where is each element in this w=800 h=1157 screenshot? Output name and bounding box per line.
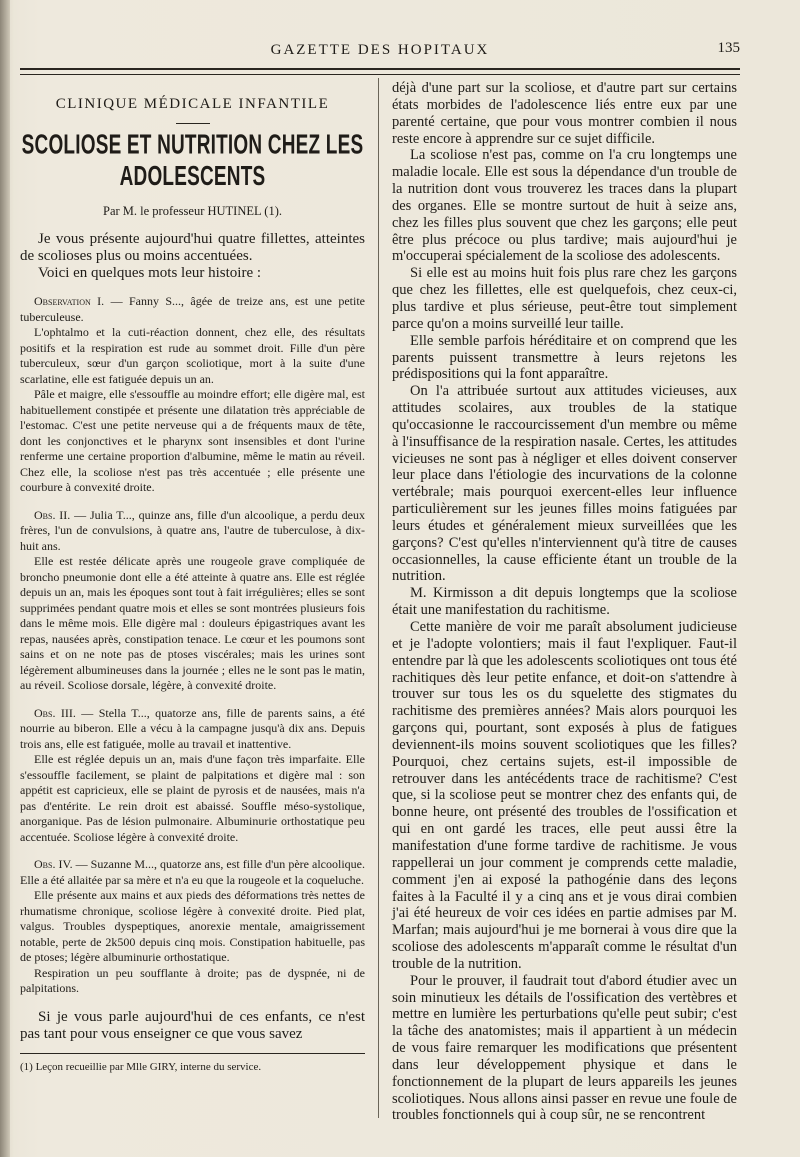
observation-label: Obs. II. [34,507,71,522]
body-paragraph: Elle semble parfois héréditaire et on comprend que les parents puissent transmettre à leurs rejetons les prédispositions qui la font apparaître. [392,332,737,383]
observation-paragraph: Elle présente aux mains et aux pieds des déformations très nettes de rhumatisme chronique, scoliose légère à convexité droite. Pied plat, valgus. Troubles dyspeptiques, anorexie mentale, amaigrissement notable, perte de 2k500 depuis cinq mois. Constipation habituelle, pas de ptoses; légère albuminurie orthostatique. [20,888,365,964]
observation-label: Obs. IV. [34,857,73,871]
observation-paragraph [20,508,365,555]
observation-label: Observation I. [34,294,105,308]
right-column [392,80,737,1124]
body-paragraph: La scoliose n'est pas, comme on l'a cru longtemps une maladie locale. Elle est sous la dépendance d'un trouble de la nutrition dont vous trouverez les traces dans la plupart des organes. Elle se montre surtout de huit à seize ans, chez les filles plus souvent que chez les garçons; elle peut être plus précoce ou plus tardive; mais aujourd'hui je m'occuperai spécialement de la scoliose des adolescents. [392,147,737,265]
observation-paragraph [20,294,365,325]
body-paragraph: Pour le prouver, il faudrait tout d'abord étudier avec un soin minutieux les détails de l'ossification des vertèbres et mettre en lumière les perturbations qu'elle peut subir; c'est la tâche des anatomistes; mais il appartient à un médecin de vous faire remarquer les modifications que présentent dans leur développement physique et dans le fonctionnement de la plupart de leurs appareils les jeunes scoliotiques. Nous allons ainsi passer en revue une foule de troubles fonctionnels qui à coup sûr, ne se rencontrent [392,972,737,1124]
header-rule [20,68,740,70]
observation-paragraph [20,857,365,888]
body-paragraph: On l'a attribuée surtout aux attitudes vicieuses, aux attitudes scolaires, aux troubles de la statique qu'occasionne le raccourcissement d'un membre ou même à l'insuffisance de la respiration nasale. Certes, les attitudes vicieuses ne sont pas à négliger et elles doivent conserver leur place dans l'étiologie des incurvations de la colonne vertébrale; mais pourquoi exercent-elles leur influence particulièrement sur les jeunes filles moins fatiguées par leurs études et généralement mieux surveillées que les garçons? C'est qu'elles n'interviennent qu'à titre de causes occasionnelles, la cause efficiente étant un trouble de la nutrition. [392,383,737,585]
page-number: 135 [717,40,740,56]
byline: Par M. le professeur HUTINEL (1). [103,204,282,218]
intro-paragraph: Voici en quelques mots leur histoire : [38,265,262,281]
footnote: (1) Leçon recueillie par Mlle GIRY, interne du service. [20,1060,262,1073]
body-paragraph: déjà d'une part sur la scoliose, et d'autre part sur certains états morbides de l'adolescence liés entre eux par une parenté certaine, que pour vous montrer combien il nous reste encore à apprendre sur ce sujet difficile. [392,80,737,147]
body-paragraph: Cette manière de voir me paraît absolument judicieuse et je l'adopte volontiers; mais il faut l'expliquer. Faut-il entendre par là que les adolescents scoliotiques ont tous été rachitiques dès leur petite enfance, et doit-on s'attendre à trouver sur tous les os du squelette des stigmates du rachitisme des premières années? Mais alors pourquoi les garçons qui, pourtant, sont exposés à plus de fatigues deviennent-ils moins souvent scoliotiques que les filles? Pourquoi, chez certains sujets, est-il impossible de retrouver dans les antécédents trace de rachitisme? C'est que, si la scoliose peut se montrer chez des enfants qui, de bonne heure, ont présenté des troubles de l'ossification et qui en ont gardé les traces, elle peut aussi être la manifestation d'une forme tardive de rachitisme. Je vous rappellerai un jour comment je comprends cette maladie, comment j'en ai exposé la pathogénie dans des leçons faites à la Faculté il y a cinq ans et je vous dirai combien j'ai été heureux de voir ces idées en partie admises par M. Marfan; mais aujourd'hui je me bornerai à vous dire que la scoliose des adolescents m'apparaît comme le résultat d'un trouble de la nutrition. [392,619,737,972]
section-rule [176,123,210,124]
observation-text: — Stella T..., quatorze ans, fille de parents sains, a été nourrie au biberon. Elle a vécu à la campagne jusqu'à dix ans. Depuis trois ans, elle est fatiguée, molle au travail et inattentive. [20,705,365,751]
observation-paragraph [20,706,365,753]
body-paragraph: Si elle est au moins huit fois plus rare chez les garçons que chez les fillettes, elle est quelquefois, chez ceux-ci, plus tardive et plus sérieuse, peut-être tout simplement parce qu'on a moins surveillé leur taille. [392,265,737,332]
observation-text: — Suzanne M..., quatorze ans, est fille d'un père alcoolique. Elle a été allaitée par sa mère et n'a eu que la rougeole et la coqueluche. [20,857,365,887]
header-rule-thin [20,74,740,75]
binding-edge [0,0,10,1157]
observation-paragraph: Respiration un peu soufflante à droite; pas de dyspnée, ni de palpitations. [20,965,365,995]
section-title: CLINIQUE MÉDICALE INFANTILE [55,96,330,112]
observation-text: — Julia T..., quinze ans, fille d'un alcoolique, a perdu deux frères, l'un de convulsions, à quatre ans, l'autre de tuberculose, à dix-huit ans. [20,507,365,553]
running-title: GAZETTE DES HOPITAUX [270,42,490,58]
body-paragraph: M. Kirmisson a dit depuis longtemps que la scoliose était une manifestation du rachitisme. [392,585,737,619]
observation-paragraph: Pâle et maigre, elle s'essouffle au moindre effort; elle digère mal, est habituellement constipée et présente une dilatation très appréciable de l'estomac. C'est une petite nerveuse qui a de fréquents maux de tête, dont les conjonctives et le pharynx sont insensibles et dont l'urine renferme une certaine proportion d'albumine, même le matin au réveil. Chez elle, la scoliose n'est pas très accentuée ; elle présente une courbure à convexité droite. [20,387,365,494]
observation-text: — Fanny S..., âgée de treize ans, est une petite tuberculeuse. [20,294,365,324]
observation-paragraph: Elle est réglée depuis un an, mais d'une façon très imparfaite. Elle s'essouffle facilement, se plaint de palpitations et digère mal : son appétit est capricieux, elle se plaint de pyrosis et de nausées, mais n'a pas d'entérite. Le rein droit est abaissé. Souffle méso-systolique, anorganique. Pas de lésion pulmonaire. Albuminurie orthostatique peu accentuée. Scoliose légère à convexité droite. [20,752,365,844]
column-divider [378,78,379,1118]
page-header [20,40,740,66]
intro-paragraph: Je vous présente aujourd'hui quatre fillettes, atteintes de scolioses plus ou moins accentuées. [20,231,365,264]
article-title: SCOLIOSE ET NUTRITION CHEZ LES ADOLESCENTS [21,130,364,193]
observation-label: Obs. III. [34,705,76,720]
observation-paragraph: Elle est restée délicate après une rougeole grave compliquée de broncho pneumonie dont elle a été atteinte à quatre ans. Elle est réglée depuis un an, mais les époques sont tout à fait irrégulières; elles se sont supprimées pendant quatre mois et elles se sont montrées plusieurs fois dans le même mois. Elle digère mal : douleurs épigastriques avant les repas, nausées après, constipation tenace. Le cœur et les poumons sont sains et on ne note pas de ptoses viscérales; mais les urines sont légèrement albumineuses dans la journée ; elles ne le sont pas le matin, au réveil. Scoliose dorsale, légère, à convexité droite. [20,554,365,692]
closing-paragraph: Si je vous parle aujourd'hui de ces enfants, ce n'est pas tant pour vous enseigner ce que vous savez [20,1008,365,1042]
footnote-rule [20,1053,365,1054]
observation-paragraph: L'ophtalmo et la cuti-réaction donnent, chez elle, des résultats positifs et la respiration est rude au sommet droit. Fille d'un père tuberculeux, sœur d'un garçon scoliotique, mort à la suite d'une scarlatine, elle est fatiguée depuis un an. [20,325,365,386]
left-column [20,90,365,1074]
